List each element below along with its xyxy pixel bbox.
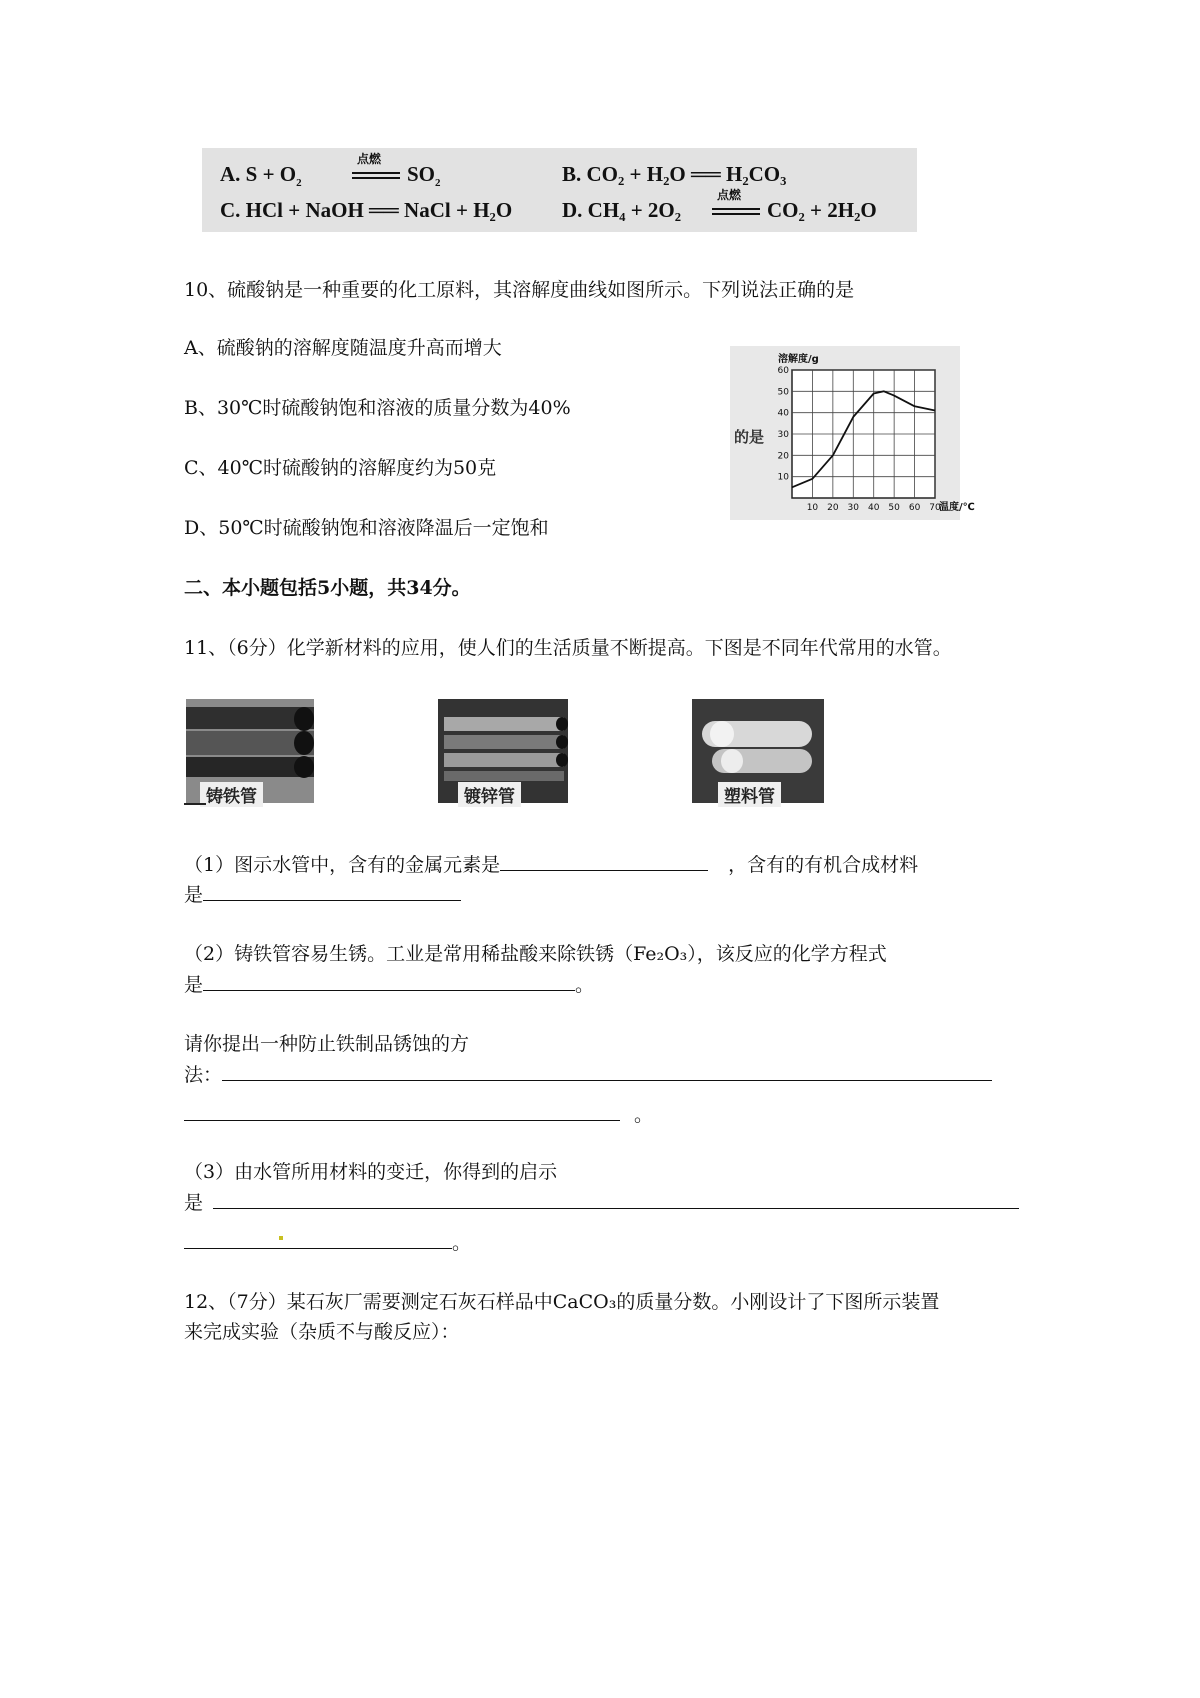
chart-x-tick-label: 50 xyxy=(888,503,900,513)
answer-blank-synthetic-material[interactable] xyxy=(203,882,461,901)
q11-part3-line2: 是 xyxy=(184,1190,1019,1215)
answer-blank-equation[interactable] xyxy=(203,972,575,991)
answer-blank-rust-prevention[interactable] xyxy=(222,1062,992,1081)
equation-d-condition: 点燃 xyxy=(717,188,742,202)
answer-blank-lesson-cont[interactable] xyxy=(184,1230,452,1249)
q11-part2-line2: 是 。 xyxy=(184,974,595,996)
equation-d-product: CO₂ + 2H₂O xyxy=(767,198,877,222)
q10-stem: 10、硫酸钠是一种重要的化工原料，其溶解度曲线如图所示。下列说法正确的是 xyxy=(184,279,855,301)
equation-b: B. CO₂ + H₂O ══ H₂CO₃ xyxy=(562,162,787,186)
equation-a: A. $S + O_2$ xyxy=(220,162,302,190)
q11-stem: 11、（6分）化学新材料的应用，使人们的生活质量不断提高。下图是不同年代常用的水管。 xyxy=(184,637,952,659)
pipe-label-cast-iron: 铸铁管 xyxy=(200,782,263,807)
chart-y-axis-label: 溶解度/g xyxy=(778,354,819,365)
q10-option-a: A、硫酸钠的溶解度随温度升高而增大 xyxy=(184,337,502,359)
q11-part1-line1: （1）图示水管中，含有的金属元素是 ，含有的有机合成材料 xyxy=(184,854,919,876)
stray-dot xyxy=(279,1236,283,1240)
chart-y-tick-label: 20 xyxy=(777,451,789,462)
equation-a-arrow xyxy=(352,172,400,174)
chart-y-tick-label: 30 xyxy=(777,430,789,440)
chart-x-tick-label: 20 xyxy=(827,503,839,513)
q11-part2-line1: （2）铸铁管容易生锈。工业是常用稀盐酸来除铁锈（Fe₂O₃），该反应的化学方程式 xyxy=(184,943,887,965)
chart-x-tick-label: 30 xyxy=(847,503,860,513)
pipe-label-plastic: 塑料管 xyxy=(718,782,781,807)
chart-y-tick-label: 60 xyxy=(777,366,789,376)
equation-d: D. CH₄ + 2O₂ xyxy=(562,198,682,222)
q10-option-b: B、30℃时硫酸钠饱和溶液的质量分数为40% xyxy=(184,397,571,419)
q11-part1-line2: 是 xyxy=(184,882,461,907)
solubility-chart-svg xyxy=(730,346,975,520)
q11-part3-line3: 。 xyxy=(184,1230,471,1255)
q11-part2-line3: 请你提出一种防止铁制品锈蚀的方 xyxy=(184,1033,470,1055)
q12-line1: 12、（7分）某石灰厂需要测定石灰石样品中CaCO₃的质量分数。小刚设计了下图所示装置 xyxy=(184,1291,940,1313)
equation-a-condition: 点燃 xyxy=(357,152,382,166)
chart-side-text: 的是 xyxy=(734,428,765,446)
chart-y-tick-label: 40 xyxy=(777,408,789,419)
chart-y-tick-label: 50 xyxy=(777,387,789,398)
q11-part2-line4: 法： xyxy=(184,1062,992,1087)
q10-option-c: C、40℃时硫酸钠的溶解度约为50克 xyxy=(184,457,497,479)
equation-a-product: $SO_2$ xyxy=(407,162,441,190)
pipe-label-galvanized: 镀锌管 xyxy=(458,782,521,807)
answer-blank-metal-elements[interactable] xyxy=(500,852,708,871)
q11-part3-line1: （3）由水管所用材料的变迁，你得到的启示 xyxy=(184,1161,558,1183)
chart-x-tick-label: 70 xyxy=(929,503,941,513)
chart-y-tick-label: 10 xyxy=(777,472,789,483)
answer-blank-rust-prevention-cont[interactable] xyxy=(184,1102,620,1121)
chart-x-axis-label: 温度/℃ xyxy=(939,502,975,513)
label-underline xyxy=(184,803,206,805)
chart-x-tick-label: 60 xyxy=(908,503,921,513)
equation-options-image xyxy=(202,148,917,232)
q12-line2: 来完成实验（杂质不与酸反应）： xyxy=(184,1321,460,1343)
section-2-title: 二、本小题包括5小题，共34分。 xyxy=(184,577,471,599)
q11-part2-line5: 。 xyxy=(184,1102,653,1127)
chart-x-tick-label: 10 xyxy=(806,503,819,513)
solubility-chart xyxy=(730,346,975,520)
chart-x-tick-label: 40 xyxy=(867,503,880,513)
q10-option-d: D、50℃时硫酸钠饱和溶液降温后一定饱和 xyxy=(184,517,549,539)
answer-blank-lesson[interactable] xyxy=(213,1190,1019,1209)
equation-c: C. HCl + NaOH ══ NaCl + H₂O xyxy=(220,198,513,222)
